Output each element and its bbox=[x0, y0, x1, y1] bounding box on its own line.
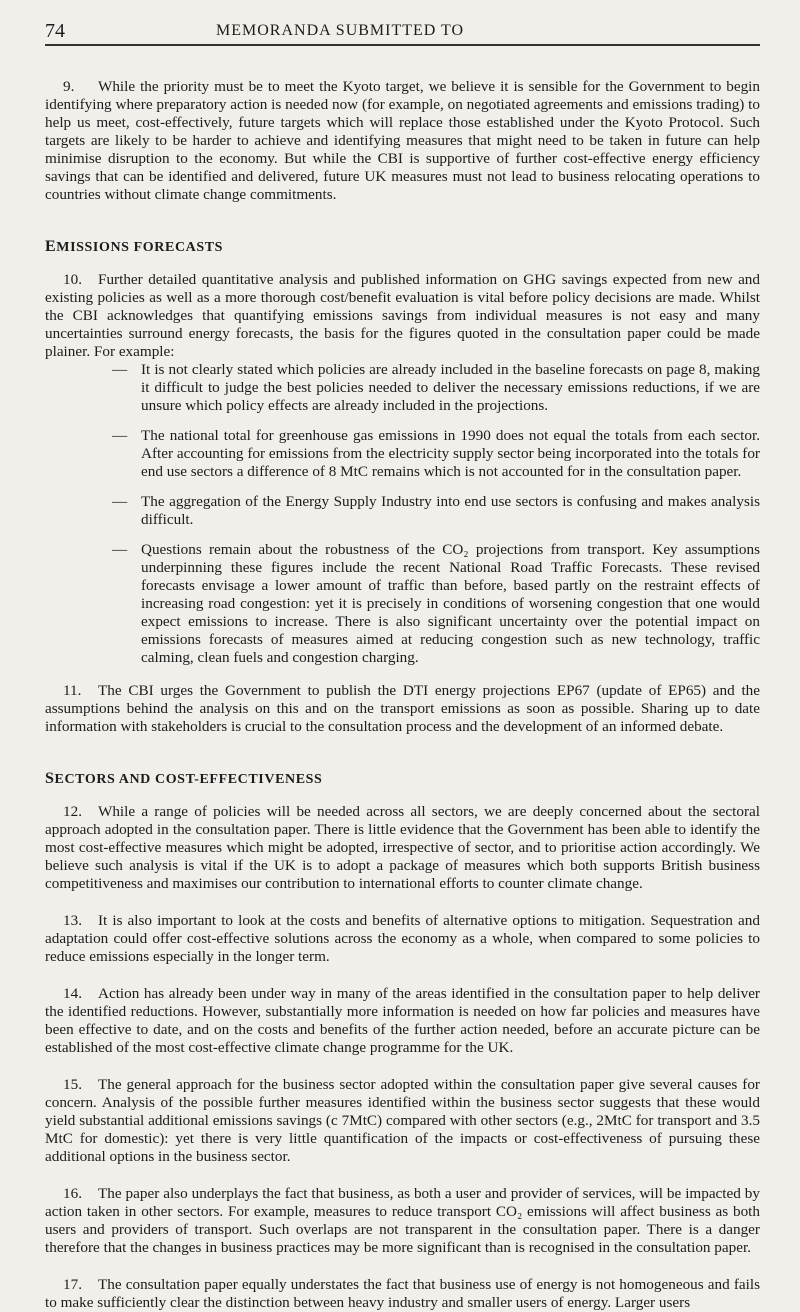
paragraph-text: The CBI urges the Government to publish the DTI energy projections EP67 (update of EP65) and the assumptions behind the analysis on this and on the transport emissions as soon as possible. Sharing up to date information with stakeholders is crucial to the consultation process and the development of an informed debate. bbox=[45, 682, 760, 735]
section-heading-sectors-cost-effectiveness: SECTORS AND COST-EFFECTIVENESS bbox=[45, 770, 323, 787]
running-head: MEMORANDA SUBMITTED TO bbox=[216, 22, 465, 39]
bullet-item bbox=[45, 493, 760, 529]
dash-marker: — bbox=[112, 427, 128, 444]
paragraph-text: Action has already been under way in many of the areas identified in the consultation paper to help deliver the identified reductions. However, substantially more information is needed on how far policies and measures have been effective to date, and on the costs and benefits of the further action needed, before an accurate picture can be established of the most cost-effective climate change programme for the UK. bbox=[45, 985, 760, 1056]
paragraph-number: 11. bbox=[63, 682, 82, 699]
paragraph-number: 16. bbox=[63, 1185, 82, 1202]
paragraph-16 bbox=[45, 1185, 760, 1257]
dash-marker: — bbox=[112, 493, 128, 510]
paragraph-text: Further detailed quantitative analysis and published information on GHG savings expected from new and existing policies as well as a more thorough cost/benefit evaluation is vital before policy decisions are made. Whilst the CBI acknowledges that quantifying emissions savings from individual measures is not easy and many uncertainties surround energy forecasts, the basis for the figures quoted in the consultation paper could be made plainer. For example: bbox=[45, 271, 760, 360]
paragraph-number: 13. bbox=[63, 912, 82, 929]
paragraph-12 bbox=[45, 803, 760, 893]
bullet-text: The national total for greenhouse gas emissions in 1990 does not equal the totals from each sector. After accounting for emissions from the electricity supply sector being incorporated into the totals for end use sectors a difference of 8 MtC remains which is not accounted for in the consultation paper. bbox=[141, 427, 760, 480]
paragraph-text: While a range of policies will be needed across all sectors, we are deeply concerned about the sectoral approach adopted in the consultation paper. There is little evidence that the Government has been able to identify the most cost-effective measures which might be adopted, irrespective of sector, and to prioritise action accordingly. We believe such analysis is vital if the UK is to adopt a package of measures which both supports British business competitiveness and maximises our contribution to international efforts to counter climate change. bbox=[45, 803, 760, 892]
paragraph-number: 17. bbox=[63, 1276, 82, 1293]
bullet-text: The aggregation of the Energy Supply Industry into end use sectors is confusing and makes analysis difficult. bbox=[141, 493, 760, 528]
paragraph-17 bbox=[45, 1276, 760, 1312]
paragraph-number: 12. bbox=[63, 803, 82, 820]
paragraph-11 bbox=[45, 682, 760, 736]
bullet-item bbox=[45, 427, 760, 481]
paragraph-15 bbox=[45, 1076, 760, 1166]
paragraph-14 bbox=[45, 985, 760, 1057]
paragraph-text: It is also important to look at the costs and benefits of alternative options to mitigation. Sequestration and adaptation could offer cost-effective solutions across the economy as a whole, when compared to some policies to reduce emissions especially in the longer term. bbox=[45, 912, 760, 965]
paragraph-number: 10. bbox=[63, 271, 82, 288]
body-text bbox=[45, 78, 760, 1312]
paragraph-text: While the priority must be to meet the Kyoto target, we believe it is sensible for the Government to begin identifying where preparatory action is needed now (for example, on negotiated agreements and emissions trading) to help us meet, cost-effectively, future targets which will replace those established under the Kyoto Protocol. Such targets are likely to be harder to achieve and identifying measures that might need to be taken in future can help minimise disruption to the economy. But while the CBI is supportive of further cost-effective energy efficiency savings that can be identified and delivered, future UK measures must not lead to business relocating operations to countries without climate change commitments. bbox=[45, 78, 760, 203]
page-number: 74 bbox=[45, 20, 65, 42]
paragraph-text: The general approach for the business sector adopted within the consultation paper give several causes for concern. Analysis of the possible further measures identified within the business sector suggests that these would yield substantial additional emissions savings (c 7MtC) compared with other sectors (e.g., 2MtC for transport and 3.5 MtC for domestic): yet there is very little quantification of the impacts or cost-effectiveness of pursuing these additional options in the business sector. bbox=[45, 1076, 760, 1165]
bullet-item bbox=[45, 541, 760, 667]
paragraph-number: 14. bbox=[63, 985, 82, 1002]
bullet-text: It is not clearly stated which policies are already included in the baseline forecasts on page 8, making it difficult to judge the best policies needed to deliver the necessary emissions reductions, if we are unsure which policy effects are already included in the projections. bbox=[141, 361, 760, 414]
section-heading-emissions-forecasts: EMISSIONS FORECASTS bbox=[45, 238, 224, 255]
bullet-list bbox=[45, 361, 760, 667]
paragraph-10 bbox=[45, 271, 760, 361]
paragraph-text: The consultation paper equally understates the fact that business use of energy is not homogeneous and fails to make sufficiently clear the distinction between heavy industry and smaller users of energy. Larger users bbox=[45, 1276, 760, 1311]
paragraph-text: The paper also underplays the fact that business, as both a user and provider of services, will be impacted by action taken in other sectors. For example, measures to reduce transport CO₂ emissions will affect business as both users and providers of transport. Such overlaps are not transparent in the consultation paper. There is a danger therefore that the changes in business practices may be more significant than is recognised in the consultation paper. bbox=[45, 1185, 760, 1256]
dash-marker: — bbox=[112, 361, 128, 378]
dash-marker: — bbox=[112, 541, 128, 558]
bullet-item bbox=[45, 361, 760, 415]
paragraph-number: 15. bbox=[63, 1076, 82, 1093]
paragraph-13 bbox=[45, 912, 760, 966]
paragraph-number: 9. bbox=[63, 78, 75, 95]
bullet-text: Questions remain about the robustness of the CO₂ projections from transport. Key assumptions underpinning these figures include the recent National Road Traffic Forecasts. These revised forecasts envisage a lower amount of traffic than before, based partly on the restraint effects of increasing road congestion: yet it is precisely in conditions of worsening congestion that one would expect emissions to increase. There is also significant uncertainty over the potential impact on emissions forecasts of measures aimed at reducing congestion such as new technology, traffic calming, clean fuels and congestion charging. bbox=[141, 541, 760, 666]
paragraph-9 bbox=[45, 78, 760, 204]
page-header bbox=[45, 14, 760, 46]
